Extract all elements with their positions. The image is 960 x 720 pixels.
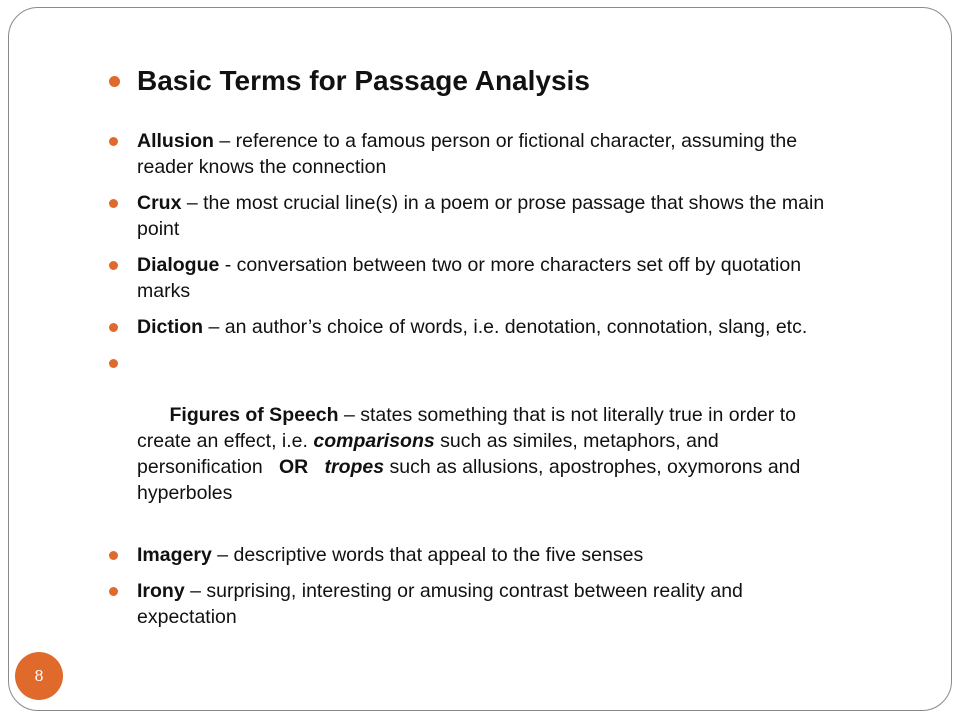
list-item-allusion bbox=[109, 128, 839, 180]
bullet-icon bbox=[109, 261, 118, 270]
term-label: Allusion bbox=[137, 130, 214, 152]
list-item-imagery bbox=[109, 542, 839, 568]
list-item-figures-of-speech bbox=[109, 350, 839, 532]
bullet-icon bbox=[109, 551, 118, 560]
bullet-icon bbox=[109, 137, 118, 146]
bullet-icon bbox=[109, 587, 118, 596]
term-definition: such as similes, metaphors, and personification bbox=[137, 430, 725, 478]
emphasis-comparisons: comparisons bbox=[313, 430, 435, 452]
term-label: Dialogue bbox=[137, 254, 220, 276]
term-definition: – descriptive words that appeal to the five senses bbox=[211, 544, 644, 566]
term-list bbox=[109, 128, 839, 640]
page-number-badge: 8 bbox=[15, 652, 63, 700]
term-definition: – surprising, interesting or amusing contrast between reality and expectation bbox=[137, 580, 743, 628]
bullet-icon bbox=[109, 323, 118, 332]
term-definition: - conversation between two or more characters set off by quotation marks bbox=[137, 254, 802, 302]
term-label: Imagery bbox=[137, 544, 212, 566]
slide-title: Basic Terms for Passage Analysis bbox=[137, 65, 590, 96]
list-item-diction bbox=[109, 314, 839, 340]
term-label: Figures of Speech bbox=[169, 404, 339, 426]
spacer bbox=[308, 456, 324, 478]
list-item-irony bbox=[109, 578, 839, 630]
bullet-icon bbox=[109, 359, 118, 368]
term-definition: – an author’s choice of words, i.e. denotation, connotation, slang, etc. bbox=[203, 316, 808, 338]
term-definition: – the most crucial line(s) in a poem or prose passage that shows the main point bbox=[137, 192, 825, 240]
list-item-crux bbox=[109, 190, 839, 242]
term-label: Crux bbox=[137, 192, 182, 214]
list-item-dialogue bbox=[109, 252, 839, 304]
emphasis-tropes: tropes bbox=[324, 456, 385, 478]
slide-frame bbox=[8, 7, 952, 711]
term-label: Irony bbox=[137, 580, 185, 602]
bullet-icon bbox=[109, 199, 118, 208]
term-definition: such as allusions, apostrophes, oxymorons and hyperboles bbox=[137, 456, 812, 504]
connector-or: OR bbox=[279, 456, 309, 478]
term-label: Diction bbox=[137, 316, 204, 338]
bullet-icon bbox=[109, 76, 120, 87]
term-definition: – reference to a famous person or fictional character, assuming the reader knows the connection bbox=[137, 130, 798, 178]
term-definition: – states something that is not literally true in order to create an effect, i.e. bbox=[137, 404, 802, 452]
